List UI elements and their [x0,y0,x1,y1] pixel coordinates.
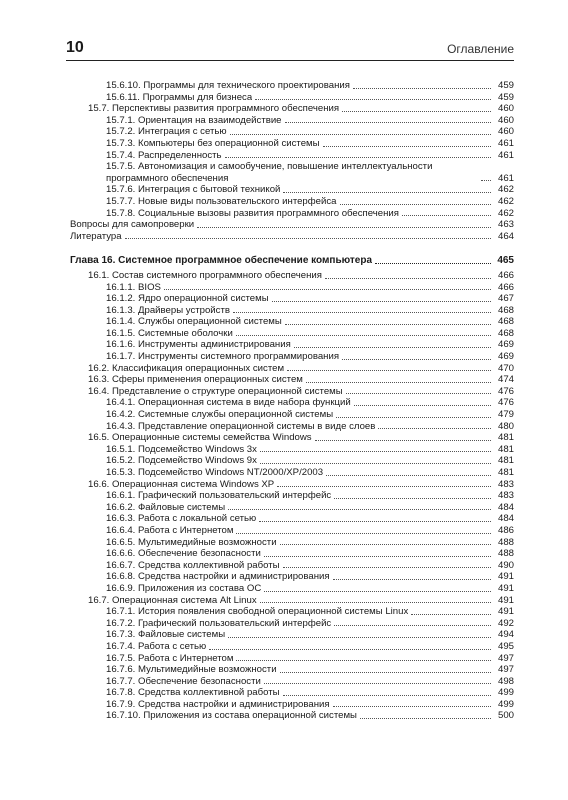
toc-entry [70,548,514,560]
toc-entry-page: 459 [497,80,514,91]
toc-entry-page: 476 [497,397,514,409]
toc-entry [70,490,514,502]
toc-entry-page: 463 [497,219,514,231]
dot-leader [280,544,491,545]
toc-entry-title: 16.6.6. Обеспечение безопасности [106,548,261,560]
toc-entry-title: 15.7.4. Распределенность [106,149,222,161]
toc-entry [70,196,514,208]
dot-leader [375,263,491,264]
toc-entry-title: 16.1. Состав системного программного обеспечения [88,269,322,281]
toc-entry [70,513,514,525]
toc-entry-title: 16.5.3. Подсемейство Windows NT/2000/XP/2003 [106,467,324,478]
toc-entry-page: 461 [497,137,514,149]
toc-entry [70,606,514,618]
toc-entry-page: 474 [497,374,514,386]
toc-entry-page: 499 [497,698,514,710]
toc-entry-title: 15.7.1. Ориентация на взаимодействие [106,114,282,126]
toc-entry-page: 495 [497,640,514,652]
toc-entry [70,339,514,351]
dot-leader [334,498,491,499]
toc-entry-title: 16.5. Операционные системы семейства Windows [88,432,312,444]
toc-entry-title: 16.7.5. Работа с Интернетом [106,652,234,664]
dot-leader [255,99,491,100]
toc-entry-page: 500 [497,710,514,722]
toc-entry-page: 470 [497,362,514,374]
toc-entry-page: 481 [497,432,514,444]
toc-entry-page: 462 [497,207,514,219]
toc-entry-page: 469 [497,351,514,363]
dot-leader [272,301,491,302]
toc-entry [70,618,514,630]
toc-entry-title: 16.7.10. Приложения из состава операционной системы [106,710,357,722]
toc-entry-title: 16.7.3. Файловые системы [106,629,226,641]
dot-leader [283,192,491,193]
toc-entry [70,80,514,92]
toc-entry-title: 16.1.1. BIOS [106,281,161,293]
toc-entry [70,699,514,711]
toc-entry-page: 480 [497,420,514,432]
dot-leader [334,625,491,626]
toc-entry-page: 486 [497,524,514,536]
dot-leader [225,157,491,158]
dot-leader [264,683,491,684]
toc-entry-title: 16.7.7. Обеспечение безопасности [106,675,261,687]
toc-entry-title: 15.6.11. Программы для бизнеса [106,91,253,103]
toc-entry-title: 15.7.3. Компьютеры без операционной системы [106,137,320,149]
toc-entry-page: 484 [497,513,514,525]
dot-leader [125,238,491,239]
toc-entry [70,374,514,386]
toc-entry [70,479,514,491]
running-title: Оглавление [447,42,514,56]
page-number: 10 [66,39,84,56]
toc-entry [70,386,514,398]
toc-entry-page: 481 [497,455,514,467]
toc-entry-title: 15.7.5. Автономизация и самообучение, повышение интеллектуальности программного обеспечения [106,161,433,184]
toc-entry-title: Литература [70,230,122,242]
toc-entry [70,641,514,653]
toc-entry-page: 467 [497,293,514,305]
toc-entry-title: 16.5.1. Подсемейство Windows 3x [106,443,257,455]
toc-entry-title: 16.6.3. Работа с локальной сетью [106,513,257,525]
toc-entry [70,502,514,514]
dot-leader [285,122,491,123]
dot-leader [315,440,491,441]
toc-entry [70,92,514,104]
toc-entry-title: 16.3. Сферы применения операционных систем [88,374,303,386]
dot-leader [236,533,491,534]
dot-leader [402,215,491,216]
toc-entry-page: 497 [497,664,514,676]
dot-leader [325,278,491,279]
toc-entry-page: 481 [497,443,514,455]
toc-entry-title: 16.4. Представление о структуре операционной системы [88,385,343,397]
toc-entry-title: 16.2. Классификация операционных систем [88,362,285,374]
toc-entry-page: 461 [497,172,514,184]
dot-leader [333,579,491,580]
dot-leader [280,672,491,673]
toc-entry [70,629,514,641]
toc-entry-page: 481 [497,467,514,478]
toc-entry-page: 483 [497,490,514,502]
toc-entry-page: 490 [497,559,514,571]
toc-entry-title: 16.1.3. Драйверы устройств [106,304,230,316]
toc-entry-page: 461 [497,149,514,161]
toc-entry-page: 499 [497,687,514,699]
toc-entry-title: 16.4.1. Операционная система в виде набора функций [106,397,351,409]
dot-leader [233,312,491,313]
toc-entry [70,126,514,138]
table-of-contents [70,80,514,722]
toc-entry [70,432,514,444]
dot-leader [259,521,491,522]
toc-entry-title: 15.7. Перспективы развития программного обеспечения [88,103,340,115]
toc-entry-page: 468 [497,316,514,328]
dot-leader [277,486,491,487]
toc-entry [70,455,514,467]
toc-entry [70,664,514,676]
toc-entry-title: 16.6.4. Работа с Интернетом [106,524,234,536]
dot-leader [354,405,491,406]
toc-entry-page: 460 [497,114,514,126]
toc-entry [70,282,514,294]
toc-entry [70,208,514,220]
dot-leader [260,451,491,452]
toc-entry-page: 462 [497,195,514,207]
dot-leader [342,359,491,360]
dot-leader [197,227,491,228]
dot-leader [228,509,491,510]
dot-leader [353,88,491,89]
toc-entry-page: 465 [497,255,514,267]
dot-leader [378,428,491,429]
toc-entry-page: 460 [497,103,514,115]
toc-entry [70,560,514,572]
toc-entry-title: 16.7.8. Средства коллективной работы [106,687,280,699]
toc-entry-title: 16.7.9. Средства настройки и администрирования [106,698,330,710]
toc-entry-page: 497 [497,652,514,664]
toc-entry [70,115,514,127]
dot-leader [336,417,491,418]
dot-leader [264,591,491,592]
toc-entry-title: 16.5.2. Подсемейство Windows 9x [106,455,257,467]
dot-leader [294,347,491,348]
toc-entry-page: 464 [497,230,514,242]
toc-entry-title: 16.7.4. Работа с сетью [106,640,207,652]
toc-entry [70,328,514,340]
toc-entry-title: 15.6.10. Программы для технического проектирования [106,80,350,91]
toc-entry-title: 15.7.7. Новые виды пользовательского интерфейса [106,195,337,207]
toc-entry [70,537,514,549]
toc-entry-title: 16.1.4. Службы операционной системы [106,316,282,328]
toc-entry-page: 483 [497,478,514,490]
dot-leader [481,180,491,181]
dot-leader [360,718,491,719]
toc-entry [70,231,514,243]
toc-entry-title: Глава 16. Системное программное обеспечение компьютера [70,255,373,267]
dot-leader [411,614,491,615]
toc-entry [70,653,514,665]
toc-entry-title: 15.7.8. Социальные вызовы развития программного обеспечения [106,207,399,219]
dot-leader [285,324,491,325]
toc-entry-page: 491 [497,582,514,594]
toc-entry-title: 16.4.3. Представление операционной системы в виде слоев [106,420,376,432]
toc-entry-title: 16.1.6. Инструменты администрирования [106,339,291,351]
toc-entry-page: 466 [497,281,514,293]
toc-entry [70,351,514,363]
toc-entry [70,397,514,409]
dot-leader [228,637,491,638]
toc-entry-title: Вопросы для самопроверки [70,219,195,231]
dot-leader [164,289,491,290]
toc-entry-page: 494 [497,629,514,641]
toc-entry [70,525,514,537]
dot-leader [306,382,491,383]
toc-entry [70,595,514,607]
toc-entry [70,676,514,688]
toc-chapter-entry [70,255,514,267]
dot-leader [236,335,491,336]
toc-entry-title: 16.7.6. Мультимедийные возможности [106,664,277,676]
toc-entry [70,184,514,196]
toc-entry-page: 491 [497,571,514,583]
page-header [66,38,514,61]
dot-leader [230,134,491,135]
toc-entry-page: 488 [497,536,514,548]
toc-entry [70,409,514,421]
toc-entry [70,421,514,433]
toc-entry [70,103,514,115]
toc-entry [70,444,514,456]
toc-entry-page: 479 [497,409,514,421]
toc-entry-title: 16.1.5. Системные оболочки [106,327,233,339]
dot-leader [333,706,491,707]
toc-entry-title: 16.6.9. Приложения из состава ОС [106,582,262,594]
toc-entry-title: 15.7.6. Интеграция с бытовой техникой [106,184,281,196]
toc-entry [70,467,514,479]
dot-leader [323,146,491,147]
toc-entry [70,571,514,583]
toc-entry-page: 491 [497,606,514,618]
toc-entry-page: 460 [497,126,514,138]
toc-entry-title: 16.6.1. Графический пользовательский интерфейс [106,490,332,502]
toc-entry-page: 491 [497,594,514,606]
dot-leader [260,463,491,464]
dot-leader [260,602,491,603]
dot-leader [236,660,491,661]
dot-leader [342,111,491,112]
toc-entry [70,583,514,595]
toc-entry-title: 16.7. Операционная система Alt Linux [88,594,257,606]
toc-entry [70,219,514,231]
toc-entry [70,710,514,722]
toc-entry-title: 16.6.2. Файловые системы [106,501,226,513]
toc-entry [70,293,514,305]
toc-entry-title: 16.7.1. История появления свободной операционной системы Linux [106,606,409,618]
toc-entry-page: 466 [497,269,514,281]
toc-entry-title: 15.7.2. Интеграция с сетью [106,126,227,138]
toc-entry [70,138,514,150]
dot-leader [340,204,492,205]
toc-entry-page: 484 [497,501,514,513]
toc-entry [70,150,514,162]
toc-entry-title: 16.4.2. Системные службы операционной системы [106,409,334,421]
toc-entry-page: 468 [497,327,514,339]
toc-entry [70,161,514,184]
toc-entry-title: 16.6.8. Средства настройки и администрирования [106,571,330,583]
toc-entry-title: 16.7.2. Графический пользовательский интерфейс [106,617,332,629]
dot-leader [287,370,491,371]
toc-entry-page: 492 [497,617,514,629]
toc-entry [70,687,514,699]
toc-entry-page: 488 [497,548,514,560]
dot-leader [283,695,491,696]
toc-entry-title: 16.6. Операционная система Windows XP [88,478,275,490]
toc-entry [70,270,514,282]
dot-leader [346,393,491,394]
toc-entry-title: 16.1.7. Инструменты системного программирования [106,351,340,363]
toc-entry-title: 16.6.5. Мультимедийные возможности [106,536,277,548]
dot-leader [209,649,491,650]
toc-entry-page: 468 [497,304,514,316]
dot-leader [264,556,491,557]
toc-entry-title: 16.6.7. Средства коллективной работы [106,559,280,571]
toc-entry [70,363,514,375]
toc-entry [70,316,514,328]
toc-entry-page: 476 [497,385,514,397]
toc-entry-page: 498 [497,675,514,687]
toc-entry-page: 469 [497,339,514,351]
toc-entry [70,305,514,317]
toc-entry-title: 16.1.2. Ядро операционной системы [106,293,269,305]
dot-leader [283,567,491,568]
dot-leader [326,475,491,476]
toc-entry-page: 459 [497,91,514,103]
toc-entry-page: 462 [497,184,514,196]
